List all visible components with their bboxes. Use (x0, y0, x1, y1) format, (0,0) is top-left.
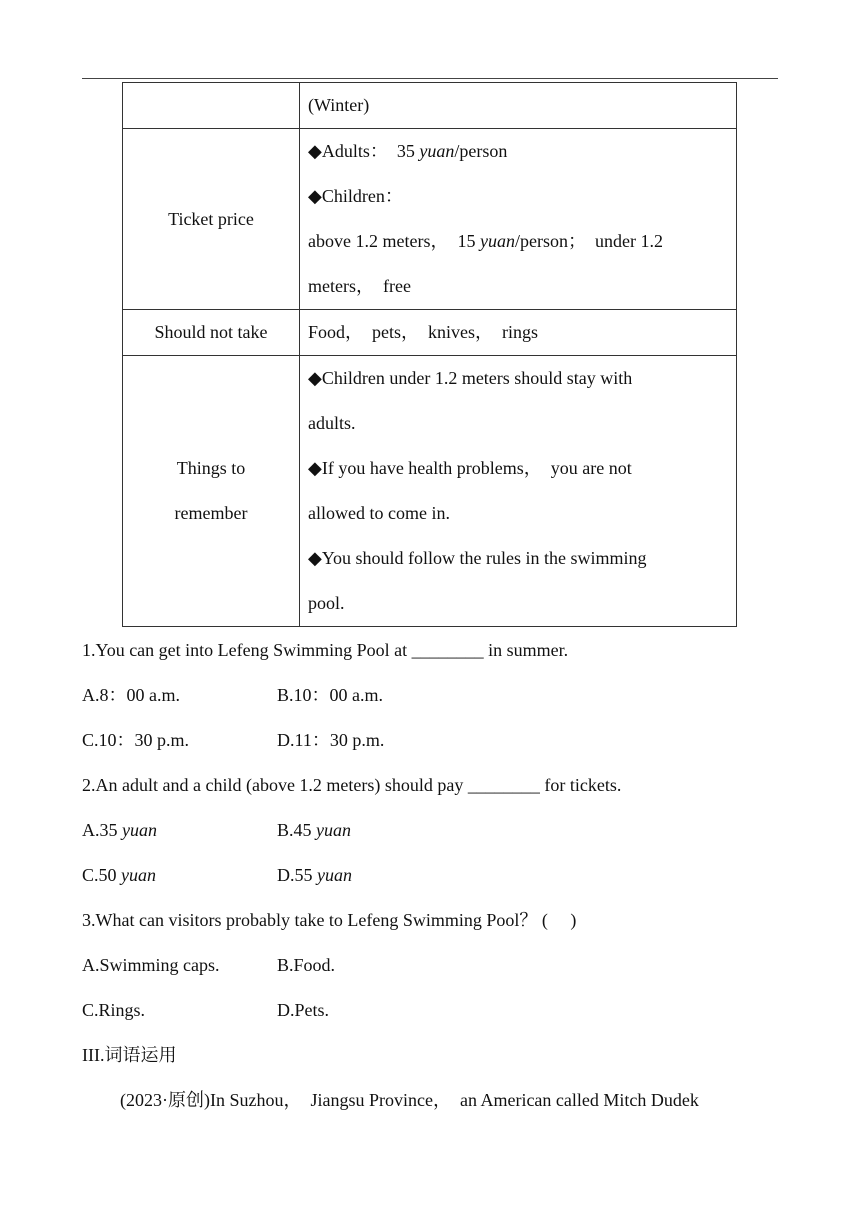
q2-option-d[interactable]: D.55 yuan (277, 865, 352, 885)
table-row-winter (123, 83, 737, 129)
header-rule (82, 78, 778, 79)
q3-option-a[interactable]: A.Swimming caps. (82, 955, 220, 975)
remember-line: pool. (308, 593, 345, 613)
question-2: 2.An adult and a child (above 1.2 meters) should pay ________ for tickets. (82, 775, 622, 795)
things-to-remember-cell (300, 356, 737, 627)
q2-option-a[interactable]: A.35 yuan (82, 820, 157, 840)
should-not-take-cell: Food， pets， knives， rings (300, 310, 737, 356)
remember-line: ◆Children under 1.2 meters should stay with (308, 368, 633, 388)
ticket-price-cell (300, 129, 737, 310)
q1-option-c[interactable]: C.10：30 p.m. (82, 730, 190, 750)
pool-info-table (122, 82, 737, 627)
winter-cell: (Winter) (300, 83, 737, 129)
section-heading: III.词语运用 (82, 1045, 177, 1065)
question-1: 1.You can get into Lefeng Swimming Pool at ________ in summer. (82, 640, 569, 660)
table-row-should-not-take (123, 310, 737, 356)
q2-option-c[interactable]: C.50 yuan (82, 865, 157, 885)
q2-option-b[interactable]: B.45 yuan (277, 820, 352, 840)
remember-line: adults. (308, 413, 356, 433)
question-3: 3.What can visitors probably take to Lefeng Swimming Pool？ ( ) (82, 910, 577, 930)
children-above-price: above 1.2 meters， 15 yuan/person； under 1.2 (308, 231, 663, 251)
remember-line: ◆If you have health problems， you are not (308, 458, 632, 478)
children-under-free: meters， free (308, 276, 411, 296)
table-row-ticket-price (123, 129, 737, 310)
table-row-things-to-remember (123, 356, 737, 627)
should-not-take-label: Should not take (123, 310, 300, 356)
q3-option-c[interactable]: C.Rings. (82, 1000, 146, 1020)
section-intro-text: (2023·原创)In Suzhou， Jiangsu Province， an American called Mitch Dudek (120, 1090, 699, 1110)
children-heading: ◆Children： (308, 186, 403, 206)
q1-option-a[interactable]: A.8：00 a.m. (82, 685, 180, 705)
q1-option-d[interactable]: D.11：30 p.m. (277, 730, 385, 750)
remember-line: allowed to come in. (308, 503, 450, 523)
remember-line: ◆You should follow the rules in the swimming (308, 548, 647, 568)
q3-option-d[interactable]: D.Pets. (277, 1000, 330, 1020)
row-label-empty (123, 83, 300, 129)
q1-option-b[interactable]: B.10：00 a.m. (277, 685, 383, 705)
q3-option-b[interactable]: B.Food. (277, 955, 336, 975)
things-to-remember-label: Things to remember (123, 356, 300, 627)
adults-price: ◆Adults： 35 yuan/person (308, 141, 508, 161)
ticket-price-label: Ticket price (123, 129, 300, 310)
